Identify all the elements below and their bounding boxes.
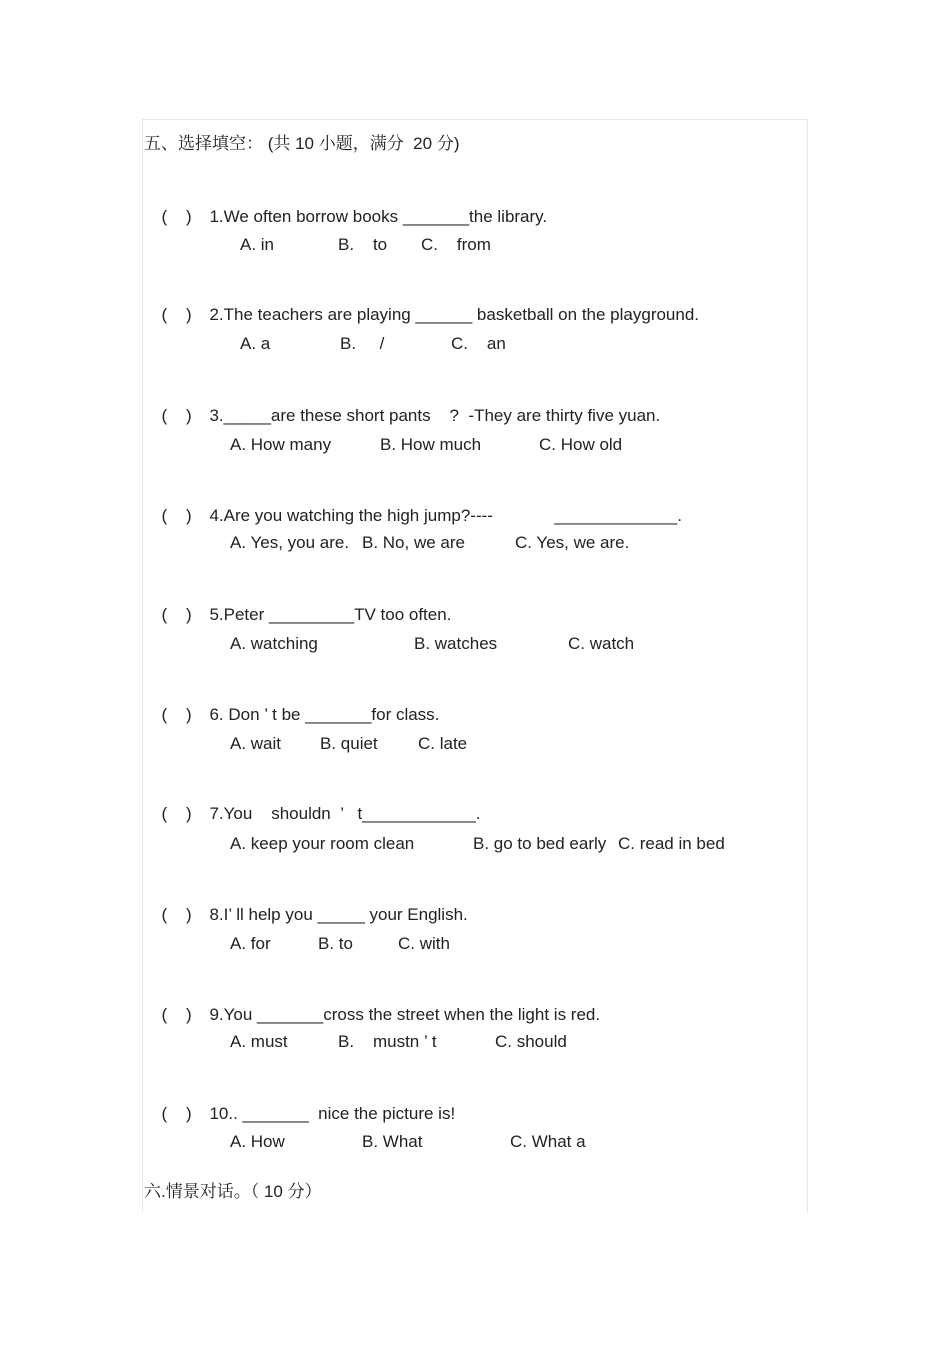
question-2 xyxy=(152,282,699,326)
question-7 xyxy=(152,781,480,825)
option-7a: A. keep your room clean xyxy=(230,834,415,853)
option-3a: A. How many xyxy=(230,435,332,454)
question-6 xyxy=(152,682,439,726)
option-9c: C. should xyxy=(495,1032,567,1051)
option-4a: A. Yes, you are. xyxy=(230,533,350,552)
question-text-4: 4.Are you watching the high jump?---- _____________. xyxy=(209,506,682,525)
question-text-5: 5.Peter _________TV too often. xyxy=(209,605,452,624)
answer-blank-2[interactable]: ( ) xyxy=(161,305,192,324)
option-10b: B. What xyxy=(362,1132,423,1151)
question-text-9: 9.You _______cross the street when the light is red. xyxy=(209,1005,601,1024)
option-2c: C. an xyxy=(451,334,506,353)
answer-blank-10[interactable]: ( ) xyxy=(161,1104,192,1123)
answer-blank-8[interactable]: ( ) xyxy=(161,905,192,924)
question-text-7: 7.You shouldn ’ t____________. xyxy=(209,804,481,823)
answer-blank-5[interactable]: ( ) xyxy=(161,605,192,624)
option-6b: B. quiet xyxy=(320,734,378,753)
option-5c: C. watch xyxy=(568,634,635,653)
question-8 xyxy=(152,882,468,926)
option-8b: B. to xyxy=(318,934,353,953)
option-1a: A. in xyxy=(240,235,275,254)
answer-blank-9[interactable]: ( ) xyxy=(161,1005,192,1024)
option-5a: A. watching xyxy=(230,634,318,653)
question-text-1: 1.We often borrow books _______the library. xyxy=(209,207,548,226)
section-title-5: 五、选择填空： (共 10 小题，满分 20 分) xyxy=(144,134,460,153)
option-2a: A. a xyxy=(240,334,271,353)
question-1 xyxy=(152,184,547,228)
option-3b: B. How much xyxy=(380,435,482,454)
answer-blank-4[interactable]: ( ) xyxy=(161,506,192,525)
option-4b: B. No, we are xyxy=(362,533,465,552)
question-3 xyxy=(152,383,660,427)
option-8c: C. with xyxy=(398,934,450,953)
question-4 xyxy=(152,483,682,527)
question-5 xyxy=(152,582,451,626)
option-10c: C. What a xyxy=(510,1132,586,1151)
question-text-3: 3._____are these short pants ? -They are thirty five yuan. xyxy=(209,406,661,425)
answer-blank-6[interactable]: ( ) xyxy=(161,705,192,724)
option-8a: A. for xyxy=(230,934,271,953)
option-1c: C. from xyxy=(421,235,491,254)
option-3c: C. How old xyxy=(539,435,623,454)
option-6c: C. late xyxy=(418,734,468,753)
option-4c: C. Yes, we are. xyxy=(515,533,630,552)
question-10 xyxy=(152,1081,455,1125)
option-2b: B. / xyxy=(340,334,385,353)
answer-blank-3[interactable]: ( ) xyxy=(161,406,192,425)
question-text-6: 6. Don ’ t be _______for class. xyxy=(209,705,440,724)
section-title-6: 六.情景对话。（ 10 分） xyxy=(144,1182,322,1201)
option-6a: A. wait xyxy=(230,734,282,753)
question-text-10: 10.. _______ nice the picture is! xyxy=(209,1104,456,1123)
question-text-2: 2.The teachers are playing ______ basketball on the playground. xyxy=(209,305,700,324)
answer-blank-7[interactable]: ( ) xyxy=(161,804,192,823)
option-10a: A. How xyxy=(230,1132,285,1151)
option-5b: B. watches xyxy=(414,634,498,653)
option-9a: A. must xyxy=(230,1032,288,1051)
option-1b: B. to xyxy=(338,235,388,254)
option-7b: B. go to bed early xyxy=(473,834,607,853)
question-text-8: 8.I’ ll help you _____ your English. xyxy=(209,905,468,924)
question-9 xyxy=(152,982,600,1026)
answer-blank-1[interactable]: ( ) xyxy=(161,207,192,226)
option-9b: B. mustn ’ t xyxy=(338,1032,437,1051)
option-7c: C. read in bed xyxy=(618,834,725,853)
